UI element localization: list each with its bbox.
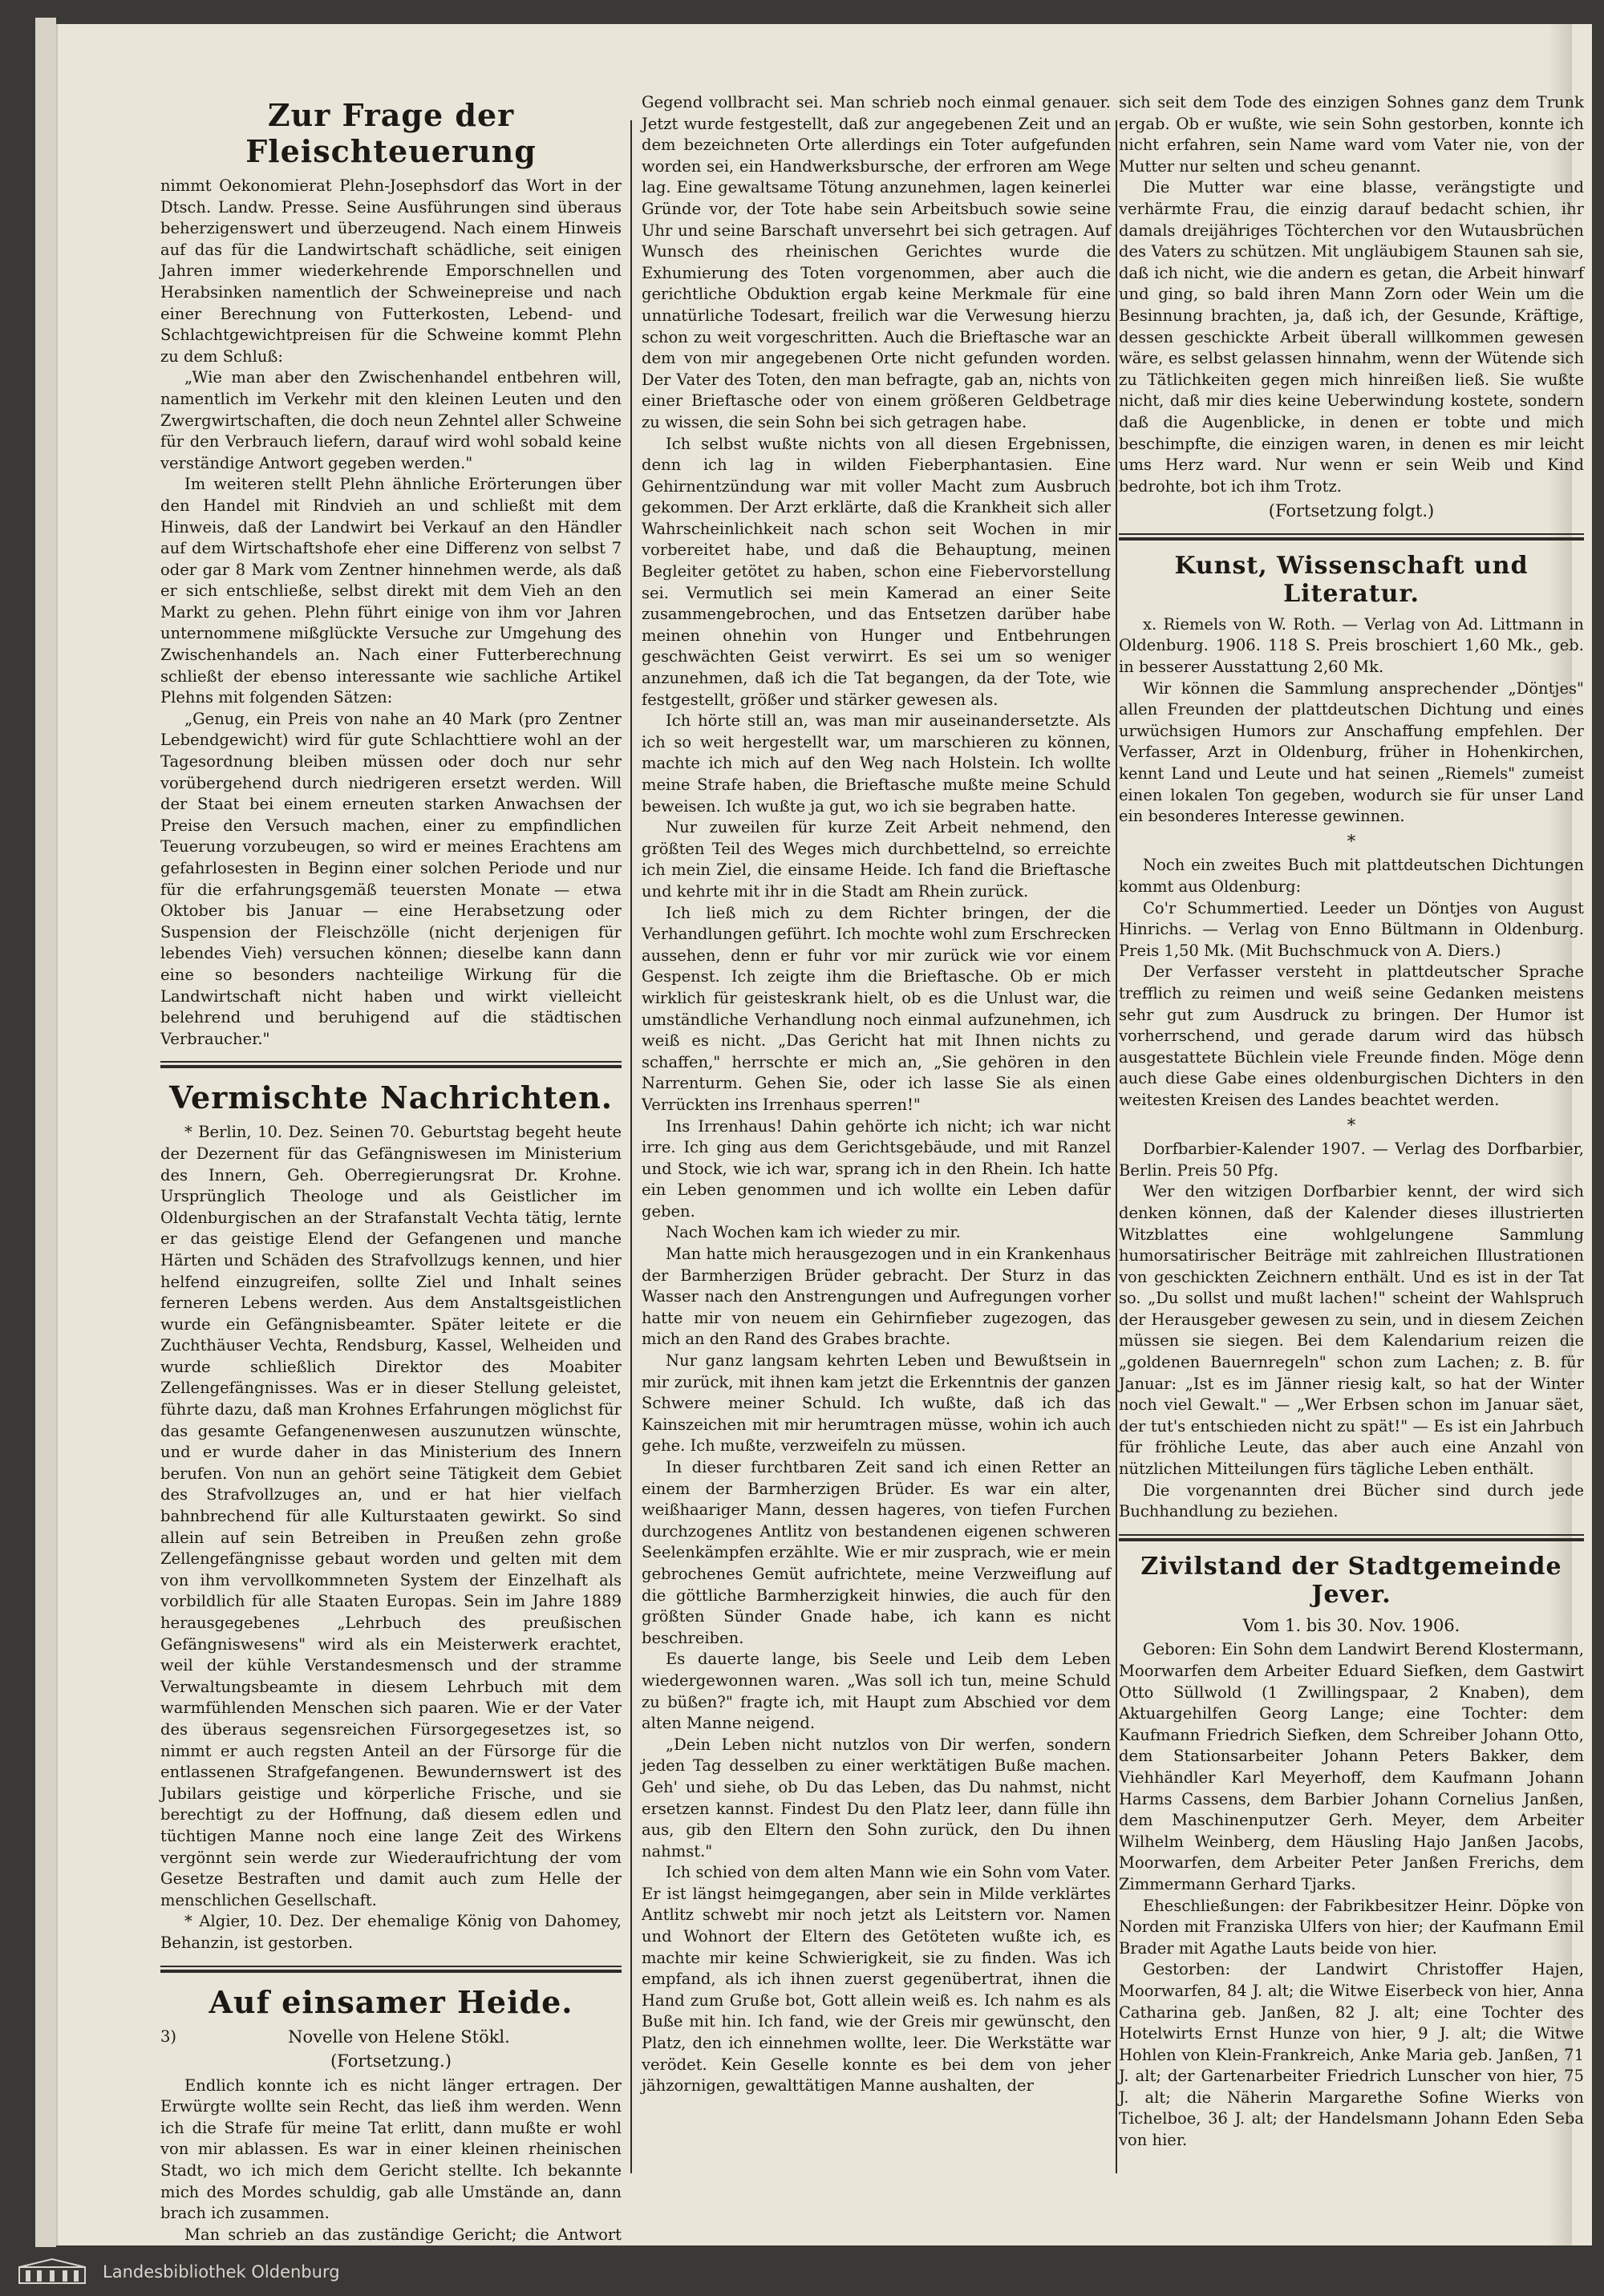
paragraph: Ins Irrenhaus! Dahin gehörte ich nicht; ich war nicht irre. Ich ging aus dem Gerichtsgebäude, und mit Ranzel und Stock, wie ich war, sprang ich in den Rhein. Ich hatte ein Leben genommen und ich wollte ein Leben dafür geben. <box>642 1116 1111 1221</box>
paragraph: Ich hörte still an, was man mir auseinandersetzte. Als ich so weit hergestellt war, um marschieren zu können, machte ich mich auf den Weg nach Holstein. Ich wollte meine Strafe haben, die Brieftasche mußte meine Schuld beweisen. Ich wußte ja gut, wo ich sie begraben hatte. <box>642 711 1111 816</box>
news-item-algier: * Algier, 10. Dez. Der ehemalige König von Dahomey, Behanzin, ist gestorben. <box>160 1912 622 1952</box>
paragraph: Es dauerte lange, bis Seele und Leib dem Leben wiedergewonnen waren. „Was soll ich tun, meine Schuld zu büßen?" fragte ich, mit Haupt zum Abschied vor dem alten Manne neigend. <box>642 1650 1111 1733</box>
book-entry-schummertied: Co'r Schummertied. Leeder un Döntjes von August Hinrichs. — Verlag von Enno Bültmann in Oldenburg. Preis 1,50 Mk. (Mit Buchschmuck von A. Diers.) <box>1119 898 1584 960</box>
paragraph: Noch ein zweites Buch mit plattdeutschen Dichtungen kommt aus Oldenburg: <box>1119 856 1584 896</box>
paragraph: Gestorben: der Landwirt Christoffer Hajen, Moorwarfen, 84 J. alt; die Witwe Eiserbeck von hier, Anna Catharina geb. Janßen, 82 J. alt; eine Tochter des Hotelwirts Ernst Hunze von hier, 9 J. alt; die Witwe Hohlen von Klein-Frankreich, Anke Maria geb. Janßen, 71 J. alt; der Gartenarbeiter Friedrich Lunscher von hier, 75 J. alt; die Näherin Margarethe Sofine Wierks von Tichelboe, 36 J. alt; der Handelsmann Johann Eden Seba von hier. <box>1119 1960 1584 2150</box>
column-divider <box>630 120 632 2173</box>
paragraph: Man schrieb an das zuständige Gericht; die Antwort <box>184 2225 622 2244</box>
viewer-footer <box>0 2248 1604 2296</box>
library-name: Landesbibliothek Oldenburg <box>103 2262 340 2282</box>
paragraph: In dieser furchtbaren Zeit sand ich einen Retter an einem der Barmherzigen Brüder. Es war ein alter, weißhaariger Mann, dessen hageres, von tiefen Furchen durchzogenes Antlitz von bestandenen eigenen schweren Seelenkämpfen erzählte. Wie er mir zusprach, wie er mein gebrochenes Gemüt aufrichtete, meine Verzweiflung auf die göttliche Barmherzigkeit hinwies, die auch für den größten Sünder Gnade habe, ich kann es nicht beschreiben. <box>642 1458 1111 1647</box>
headline-novel: Auf einsamer Heide. <box>209 1983 573 2020</box>
installment-number: 3) <box>160 2027 177 2046</box>
section-rule <box>1119 1534 1584 1541</box>
paragraph: Gegend vollbracht sei. Man schrieb noch einmal genauer. Jetzt wurde festgestellt, daß zur angegebenen Zeit und an dem bezeichneten Orte allerdings ein Toter aufgefunden worden sei, ein Handwerksbursche, der erfroren am Wege lag. Eine gewaltsame Tötung anzunehmen, lagen keinerlei Gründe vor, der Tote habe sein Arbeitsbuch sowie seine Uhr und seine Barschaft unversehrt bei sich getragen. Auf Wunsch des rheinischen Gerichtes wurde die Exhumierung des Toten vorgenommen, aber auch die gerichtliche Obduktion ergab keine Merkmale für eine unnatürliche Todesart, freilich war die Verwesung hierzu schon zu weit vorgeschritten. Auch die Brieftasche war an dem von mir angegebenen Orte nicht gefunden worden. Der Vater des Toten, den man befragte, gab an, nichts von einer Brieftasche oder von einem größeren Geldbetrage zu wissen, die sein Sohn bei sich getragen habe. <box>642 93 1111 431</box>
paragraph: Im weiteren stellt Plehn ähnliche Erörterungen über den Handel mit Rindvieh an und schließt mit dem Hinweis, daß der Landwirt bei Verkauf an den Händler auf dem Wirtschaftshofe eher eine Differenz von selbst 7 oder gar 8 Mark vom Zentner hinnehmen werde, als daß er sich entschließe, selbst direkt mit dem Vieh an den Markt zu gehen. Plehn führt einige von ihm vor Jahren unternommene mißglückte Versuche zur Umgehung des Zwischenhandels an. Nach einer Futterberechnung schließt der ebenso interessante wie sachliche Artikel Plehns mit folgenden Sätzen: <box>160 475 622 707</box>
paragraph: Ich schied von dem alten Mann wie ein Sohn vom Vater. Er ist längst heimgegangen, aber sein in Milde verklärtes Antlitz schwebt mir noch jetzt als Leitstern vor. Namen und Wohnort der Eltern des Getöteten wußte ich, es machte mir keine Schwierigkeit, sie zu finden. Was ich empfand, als ich ihnen zuerst gegenübertrat, ihnen die Hand zum Gruße bot, Gott allein weiß es. Ich nahm es als Buße mit hin. Ich fand, wie der Greis mir gewünscht, den Platz, den ich einnehmen wollte, leer. Die Werkstätte war verödet. Kein Geselle konnte es bei dem von jeher jähzornigen, gewalttätigen Manne aushalten, der <box>642 1863 1111 2096</box>
column-2 <box>642 92 1111 2197</box>
column-1 <box>160 92 622 2244</box>
paragraph: Nur zuweilen für kurze Zeit Arbeit nehmend, den größten Teil des Weges mich durchbettelnd, so erreichte ich mein Ziel, die einsame Heide. Ich fand die Brieftasche und kehrte mit ihr in die Stadt am Rhein zurück. <box>642 818 1111 901</box>
continuation-note: (Fortsetzung.) <box>330 2051 452 2071</box>
paragraph: Wir können die Sammlung ansprechender „Döntjes" allen Freunden der plattdeutschen Dichtung und eines urwüchsigen Humors zur Anschaffung empfehlen. Der Verfasser, Arzt in Oldenburg, früher in Hohenkirchen, kennt Land und Leute und hat seinen „Riemels" zumeist einen lokalen Ton gegeben, wodurch sie für unser Land ein besonderes Interesse gewinnen. <box>1119 678 1584 826</box>
continuation-note: (Fortsetzung folgt.) <box>1268 501 1435 521</box>
paragraph: Man hatte mich herausgezogen und in ein Krankenhaus der Barmherzigen Brüder gebracht. Der Sturz in das Wasser nach den Anstrengungen und Aufregungen vorher hatte mir von neuem ein Gehirnfieber zugezogen, das mich an den Rand des Grabes brachte. <box>642 1245 1111 1349</box>
news-item-berlin: * Berlin, 10. Dez. Seinen 70. Geburtstag begeht heute der Dezernent für das Gefängniswesen im Ministerium des Innern, Geh. Oberregierungsrat Dr. Krohne. Ursprünglich Theologe und als Geistlicher im Oldenburgischen an der Strafanstalt Vechta tätig, lernte er das geistige Elend der Gefangenen und manche Härten und Schäden des Strafvollzugs kennen, und hier helfend einzugreifen, sollte Ziel und Inhalt seines ferneren Lebens werden. Aus dem Anstaltsgeistlichen wurde ein Gefängnisbeamter. Später leitete er die Zuchthäuser Vechta, Rendsburg, Kassel, Welheiden und wurde schließlich Direktor des Moabiter Zellengefängnisses. Was er in dieser Stellung geleistet, führte dazu, daß man Krohnes Erfahrungen möglichst für das gesamte Gefangenenwesen auszunutzen wünschte, und er wurde daher in das Ministerium des Innern berufen. Von nun an gehört seine Tätigkeit dem Gebiet des Strafvollzuges an, und er hat hier vielfach bahnbrechend für alle Kulturstaaten gewirkt. So sind allein auf sein Betreiben in Preußen zehn große Zellengefängnisse gebaut worden und gelten mit dem von ihm vervollkommneten System der Einzelhaft als vorbildlich für alle Staaten Europas. Sein im Jahre 1889 herausgegebenes „Lehrbuch des preußischen Gefängniswesens" wird als ein Meisterwerk erachtet, weil der kühle Verstandesmensch und der stramme Verwaltungsbeamte in diesem Lehrbuch mit dem warmfühlenden Menschen sich paaren. Wie er der Vater des überaus segensreichen Fürsorgegesetzes ist, so nimmt er auch regsten Anteil an der Fürsorge für die entlassenen Strafgefangenen. Bewundernswert ist des Jubilars geistige und körperliche Frische, und sie berechtigt zu der Hoffnung, daß diesem edlen und tüchtigen Manne noch eine lange Zeit des Wirkens vergönnt sein werde zur Wiederaufrichtung der vom Gesetze Bestraften und damit auch zum Helle der menschlichen Gesellschaft. <box>160 1123 622 1909</box>
book-entry-riemels: x. Riemels von W. Roth. — Verlag von Ad. Littmann in Oldenburg. 1906. 118 S. Preis broschiert 1,60 Mk., geb. in besserer Ausstattung 2,60 Mk. <box>1119 614 1584 677</box>
headline-kunst-literatur: Kunst, Wissenschaft und Literatur. <box>1174 551 1529 608</box>
paragraph: Die vorgenannten drei Bücher sind durch jede Buchhandlung zu beziehen. <box>1119 1480 1584 1521</box>
paragraph: „Genug, ein Preis von nahe an 40 Mark (pro Zentner Lebendgewicht) wird für gute Schlachttiere wohl an der Tagesordnung bleiben müssen oder doch nur sehr vorübergehend durch niedrigeren ersetzt werden. Will der Staat bei einem erneuten starken Anwachsen der Preise den Versuch machen, einer zu empfindlichen Teuerung vorzubeugen, so wird er meines Erachtens am gefahrlosesten in Beginn einer solchen Periode und nur für die erfahrungsgemäß teuersten Monate — etwa Oktober bis Januar — eine Herabsetzung oder Suspension der Fleischzölle (nicht derjenigen für lebendes Vieh) versuchen können; dieselbe kann dann eine so besonders nachteilige Wirkung für die Landwirtschaft nicht haben und wirkt vielleicht belehrend und beruhigend auf die städtischen Verbraucher." <box>160 709 622 1048</box>
paragraph: Der Verfasser versteht in plattdeutscher Sprache trefflich zu reimen und weiß seine Gedanken meistens sehr gut zum Ausdruck zu bringen. Der Humor ist vorherrschend, und gerade darum wird das hübsch ausgestattete Büchlein viele Freunde finden. Möge denn auch diese Gabe eines oldenburgischen Dichters in den weitesten Kreisen des Landes beachtet werden. <box>1119 962 1584 1109</box>
novel-author: Novelle von Helene Stökl. <box>288 2027 510 2047</box>
page-edge <box>35 18 56 2247</box>
library-logo-icon <box>18 2258 87 2285</box>
paragraph: „Dein Leben nicht nutzlos von Dir werfen, sondern jeden Tag desselben zu einer werktätigen Buße machen. Geh' und siehe, ob Du das Leben, das Du nahmst, nicht ersetzen kannst. Findest Du den Platz leer, dann fülle ihn aus, gib den Eltern den Sohn zurück, den Du ihnen nahmst." <box>642 1735 1111 1861</box>
paragraph: „Wie man aber den Zwischenhandel entbehren will, namentlich im Verkehr mit den kleinen Leuten und den Zwergwirtschaften, die doch neun Zehntel aller Schweine für den Verbrauch liefern, darauf wird wohl sobald keine verständige Antwort gegeben werden." <box>160 368 622 472</box>
paragraph: sich seit dem Tode des einzigen Sohnes ganz dem Trunk ergab. Ob er wußte, wie sein Sohn gestorben, konnte ich nicht erfahren, sein Name ward vom Vater nie, von der Mutter nur selten und scheu genannt. <box>1119 93 1584 176</box>
separator-star: * <box>1347 1115 1356 1135</box>
paragraph: Wer den witzigen Dorfbarbier kennt, der wird sich denken können, daß der Kalender dieses illustrierten Witzblattes eine wohlgelungene Sammlung humorsatirischer Beiträge mit zahlreichen Illustrationen von geschickten Zeichnern enthält. Und es ist in der Tat so. „Du sollst und mußt lachen!" scheint der Wahlspruch der Herausgeber gewesen zu sein, und in diesem Zeichen müssen sie siegen. Bei dem Kalendarium reizen die „goldenen Bauernregeln" schon zum Lachen; z. B. für Januar: „Ist es im Jänner riesig kalt, so hat der Winter noch viel Gewalt." — „Wer Erbsen schon im Januar säet, der tut's entschieden nicht zu spät!" — Es ist ein Jahrbuch für fröhliche Leute, das aber auch eine Anzahl von nützlichen Mitteilungen fürs tägliche Leben enthält. <box>1119 1182 1584 1479</box>
section-rule <box>160 1061 622 1068</box>
paragraph: Eheschließungen: der Fabrikbesitzer Heinr. Döpke von Norden mit Franziska Ulfers von hier; der Kaufmann Emil Brader mit Agathe Lauts beide von hier. <box>1119 1896 1584 1958</box>
column-divider <box>1116 120 1117 2173</box>
section-rule <box>160 1966 622 1973</box>
headline-fleischteuerung: Zur Frage der Fleischteuerung <box>245 97 537 169</box>
paragraph: Nach Wochen kam ich wieder zu mir. <box>666 1223 961 1242</box>
paragraph: Endlich konnte ich es nicht länger ertragen. Der Erwürgte wollte sein Recht, das ließ ihm werden. Wenn ich die Strafe für meine Tat erlitt, dann mußte er wohl von mir ablassen. Es war in einer kleinen rheinischen Stadt, wo ich mich dem Gericht stellte. Ich bekannte mich des Mordes schuldig, gab alle Umstände an, dann brach ich zusammen. <box>160 2075 622 2223</box>
headline-vermischte-nachrichten: Vermischte Nachrichten. <box>169 1079 613 1116</box>
paragraph: Nur ganz langsam kehrten Leben und Bewußtsein in mir zurück, mit ihnen kam jetzt die Erkenntnis der ganzen Schwere meiner Schuld. Ich wußte, daß ich das Kainszeichen mit mir herumtragen müsse, wohin ich auch gehe. Ich mußte, verzweifeln zu müssen. <box>642 1351 1111 1456</box>
paragraph: Ich selbst wußte nichts von all diesen Ergebnissen, denn ich lag in wilden Fieberphantasien. Eine Gehirnentzündung war mit voller Macht zum Ausbruch gekommen. Der Arzt erklärte, daß die Krankheit sich aller Wahrscheinlichkeit nach schon seit Wochen in mir vorbereitet habe, und daß die Behauptung, meinen Begleiter getötet zu haben, schon eine Fiebervorstellung sei. Vermutlich sei mein Kamerad an einer Seite zusammengebrochen, und das Entsetzen darüber habe meinen ohnehin von Hunger und Entbehrungen geschwächten Geist verwirrt. Es sei um so weniger anzunehmen, daß ich die Tat begangen, da der Tote, wie festgestellt, größer und stärker gewesen als. <box>642 434 1111 709</box>
paragraph: Die Mutter war eine blasse, verängstigte und verhärmte Frau, die einzig darauf bedacht schien, ihr damals dreijähriges Töchterchen vor den Wutausbrüchen des Vaters zu schützen. Mit ungläubigem Staunen sah sie, daß ich nicht, wie die andern es getan, die Arbeit hinwarf und ging, so bald ihren Mann Zorn oder Wein um die Besinnung brachten, ja, daß ich, der Gesunde, Kräftige, dessen geschickte Arbeit überall willkommen gewesen wäre, es selbst gelassen hinnahm, wenn der Wütende sich zu Tätlichkeiten gegen mich hinreißen ließ. Sie wußte nicht, daß mir dies keine Ueberwindung kostete, sondern daß die Augenblicke, in denen er tobte und mich beschimpfte, die einzigen waren, in denen es mir leicht ums Herz ward. Nur wenn er sein Weib und Kind bedrohte, bot ich ihm Trotz. <box>1119 178 1584 496</box>
book-entry-dorfbarbier: Dorfbarbier-Kalender 1907. — Verlag des Dorfbarbier, Berlin. Preis 50 Pfg. <box>1119 1140 1584 1180</box>
paragraph: Ich ließ mich zu dem Richter bringen, der die Verhandlungen geführt. Ich mochte wohl zum Erschrecken aussehen, denn er fuhr vor mir zurück wie vor einem Gespenst. Ich zeigte ihm die Brieftasche. Ob er mich wirklich für geisteskrank hielt, ob es die Unlust war, die umständliche Verhandlung noch einmal aufzunehmen, ich weiß es nicht. „Das Gericht hat mit Ihnen nichts zu schaffen," herrschte er mich an, „Sie gehören in den Narrenturm. Gehen Sie, oder ich lasse Sie als einen Verrückten ins Irrenhaus sperren!" <box>642 903 1111 1114</box>
paragraph: Geboren: Ein Sohn dem Landwirt Berend Klostermann, Moorwarfen dem Arbeiter Eduard Siefken, dem Gastwirt Otto Süllwold (1 Zwillingspaar, 2 Knaben), dem Aktuargehilfen Georg Lange; eine Tochter: dem Kaufmann Friedrich Siefken, dem Schreiber Johann Otto, dem Stationsarbeiter Johann Peters Bakker, dem Viehhändler Karl Meyerhoff, dem Kaufmann Johann Harms Cassens, dem Barbier Johann Cornelius Janßen, dem Maschinenputzer Gerh. Meyer, dem Arbeiter Wilhelm Weinberg, dem Häusling Hajo Janßen Jacobs, Moorwarfen, dem Arbeiter Peter Janßen Frerichs, dem Zimmermann Gerhard Tjarks. <box>1119 1640 1584 1893</box>
date-range: Vom 1. bis 30. Nov. 1906. <box>1242 1615 1460 1635</box>
paragraph: nimmt Oekonomierat Plehn-Josephsdorf das Wort in der Dtsch. Landw. Presse. Seine Ausführungen sind überaus beherzigenswert und überzeugend. Nach einem Hinweis auf das für die Landwirtschaft schädliche, seit einigen Jahren immer wiederkehrende Emporschnellen und Herabsinken namentlich der Schweinepreise und nach einer Berechnung von Futterkosten, Lebend- und Schlachtgewichtpreisen für die Schweine kommt Plehn zu dem Schluß: <box>160 176 622 366</box>
column-3 <box>1119 92 1584 2197</box>
headline-zivilstand: Zivilstand der Stadtgemeinde Jever. <box>1140 1552 1562 1609</box>
section-rule <box>1119 533 1584 541</box>
separator-star: * <box>1347 831 1356 851</box>
